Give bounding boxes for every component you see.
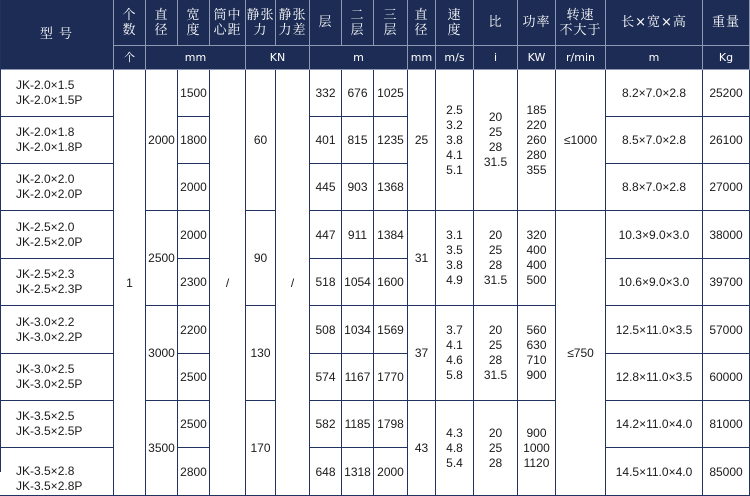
table-cell-speed: 2.5 3.2 3.8 4.1 5.1 (436, 70, 474, 211)
table-row-model: JK-2.5×2.0 JK-2.5×2.0P (0, 211, 114, 259)
table-cell-layer2: 1185 (342, 401, 374, 448)
unit-count: 个 (114, 46, 146, 70)
table-cell-dimensions: 12.8×11.0×3.5 (606, 354, 703, 401)
table-cell-layer2: 1167 (342, 354, 374, 401)
table-cell-layer2: 1318 (342, 448, 374, 496)
table-cell-layer2: 1034 (342, 306, 374, 354)
table-cell-weight: 27000 (703, 164, 750, 211)
header-speed: 速 度 (436, 0, 474, 46)
header-rope-diameter: 直 径 (408, 0, 436, 46)
table-cell-layer3: 1569 (374, 306, 408, 354)
table-cell-layer1: 508 (310, 306, 342, 354)
table-cell-layer3: 1368 (374, 164, 408, 211)
table-cell-ratio: 20 25 28 31.5 (474, 306, 518, 401)
table-row-model: JK-3.0×2.5 JK-3.0×2.5P (0, 354, 114, 401)
table-cell-layer3: 1770 (374, 354, 408, 401)
table-cell-layer3: 2000 (374, 448, 408, 496)
table-cell-width: 2200 (178, 306, 210, 354)
table-cell-rope-diameter: 43 (408, 401, 436, 496)
header-power: 功率 (518, 0, 556, 46)
table-cell-drum-diameter: 2500 (146, 211, 178, 306)
table-cell-width: 2000 (178, 211, 210, 259)
table-row-model: JK-2.0×1.5 JK-2.0×1.5P (0, 70, 114, 117)
table-cell-dimensions: 12.5×11.0×3.5 (606, 306, 703, 354)
table-cell-dimensions: 8.8×7.0×2.8 (606, 164, 703, 211)
table-cell-ratio: 20 25 28 31.5 (474, 211, 518, 306)
table-cell-ratio: 20 25 28 31.5 (474, 70, 518, 211)
table-cell-rope-diameter: 37 (408, 306, 436, 401)
table-cell-drum-center: / (210, 70, 246, 496)
table-cell-layer3: 1798 (374, 401, 408, 448)
table-cell-speed: 3.1 3.5 3.8 4.9 (436, 211, 474, 306)
table-cell-static-tension: 90 (246, 211, 276, 306)
table-cell-power: 185 220 260 280 355 (518, 70, 556, 211)
table-cell-width: 2500 (178, 354, 210, 401)
header-tension-difference: 静张 力差 (276, 0, 310, 46)
table-cell-width: 2300 (178, 259, 210, 306)
unit-dimensions: m (606, 46, 703, 70)
table-cell-layer3: 1384 (374, 211, 408, 259)
header-drum-center: 筒中 心距 (210, 0, 246, 46)
table-cell-ratio: 20 25 28 (474, 401, 518, 496)
table-cell-layer1: 518 (310, 259, 342, 306)
table-cell-static-tension: 130 (246, 306, 276, 401)
unit-mm-rope: mm (408, 46, 436, 70)
table-cell-layer1: 648 (310, 448, 342, 496)
table-cell-power: 900 1000 1120 (518, 401, 556, 496)
table-cell-layer1: 447 (310, 211, 342, 259)
table-cell-rope-diameter: 31 (408, 211, 436, 306)
header-drum-width: 宽 度 (178, 0, 210, 46)
table-cell-weight: 25200 (703, 70, 750, 117)
header-weight: 重量 (703, 0, 750, 46)
table-cell-width: 2800 (178, 448, 210, 496)
table-cell-layer3: 1025 (374, 70, 408, 117)
table-cell-weight: 81000 (703, 401, 750, 448)
table-cell-speed: 4.3 4.8 5.4 (436, 401, 474, 496)
table-cell-drum-diameter: 3500 (146, 401, 178, 496)
table-cell-drum-diameter: 3000 (146, 306, 178, 401)
table-cell-layer2: 1054 (342, 259, 374, 306)
table-cell-layer3: 1235 (374, 117, 408, 164)
header-drum-diameter: 直 径 (146, 0, 178, 46)
header-layer-1: 层 (310, 0, 342, 46)
table-cell-dimensions: 8.2×7.0×2.8 (606, 70, 703, 117)
table-cell-power: 560 630 710 900 (518, 306, 556, 401)
table-cell-weight: 39700 (703, 259, 750, 306)
table-cell-layer1: 582 (310, 401, 342, 448)
unit-kn: KN (246, 46, 310, 70)
header-layer-2: 二 层 (342, 0, 374, 46)
table-cell-layer2: 676 (342, 70, 374, 117)
unit-ratio: i (474, 46, 518, 70)
table-cell-layer1: 332 (310, 70, 342, 117)
table-cell-count: 1 (114, 70, 146, 496)
header-rpm: 转速 不大于 (556, 0, 606, 46)
table-cell-layer1: 574 (310, 354, 342, 401)
table-cell-weight: 60000 (703, 354, 750, 401)
table-cell-weight: 57000 (703, 306, 750, 354)
table-cell-layer2: 815 (342, 117, 374, 164)
table-cell-layer2: 903 (342, 164, 374, 211)
table-cell-weight: 38000 (703, 211, 750, 259)
table-row-model: JK-3.5×2.8 JK-3.5×2.8P (0, 448, 114, 496)
table-cell-dimensions: 8.5×7.0×2.8 (606, 117, 703, 164)
table-left-border (0, 0, 1, 472)
table-cell-layer3: 1600 (374, 259, 408, 306)
table-row-model: JK-2.0×1.8 JK-2.0×1.8P (0, 117, 114, 164)
table-cell-width: 1500 (178, 70, 210, 117)
table-cell-dimensions: 14.5×11.0×4.0 (606, 448, 703, 496)
unit-m-rope: m (310, 46, 408, 70)
unit-speed: m/s (436, 46, 474, 70)
table-cell-dimensions: 10.6×9.0×3.0 (606, 259, 703, 306)
header-model: 型 号 (0, 0, 114, 70)
table-cell-speed: 3.7 4.1 4.6 5.8 (436, 306, 474, 401)
table-cell-layer1: 401 (310, 117, 342, 164)
header-dimensions: 长×宽×高 (606, 0, 703, 46)
table-cell-tension-difference: / (276, 70, 310, 496)
table-cell-width: 2500 (178, 401, 210, 448)
header-count: 个 数 (114, 0, 146, 46)
table-cell-dimensions: 10.3×9.0×3.0 (606, 211, 703, 259)
table-row-model: JK-2.0×2.0 JK-2.0×2.0P (0, 164, 114, 211)
unit-mm-drum: mm (146, 46, 246, 70)
table-cell-width: 2000 (178, 164, 210, 211)
table-cell-weight: 26100 (703, 117, 750, 164)
header-layer-3: 三 层 (374, 0, 408, 46)
table-cell-drum-diameter: 2000 (146, 70, 178, 211)
header-static-tension: 静张 力 (246, 0, 276, 46)
table-cell-rpm: ≤750 (556, 211, 606, 496)
table-cell-static-tension: 60 (246, 70, 276, 211)
table-cell-width: 1800 (178, 117, 210, 164)
unit-rpm: r/min (556, 46, 606, 70)
table-cell-rope-diameter: 25 (408, 70, 436, 211)
table-cell-layer2: 911 (342, 211, 374, 259)
table-cell-dimensions: 14.2×11.0×4.0 (606, 401, 703, 448)
table-cell-static-tension: 170 (246, 401, 276, 496)
table-cell-weight: 85000 (703, 448, 750, 496)
table-row-model: JK-3.5×2.5 JK-3.5×2.5P (0, 401, 114, 448)
table-cell-rpm: ≤1000 (556, 70, 606, 211)
unit-weight: Kg (703, 46, 750, 70)
table-row-model: JK-3.0×2.2 JK-3.0×2.2P (0, 306, 114, 354)
table-cell-power: 320 400 400 500 (518, 211, 556, 306)
header-ratio: 比 (474, 0, 518, 46)
unit-power: KW (518, 46, 556, 70)
table-cell-layer1: 445 (310, 164, 342, 211)
table-row-model: JK-2.5×2.3 JK-2.5×2.3P (0, 259, 114, 306)
